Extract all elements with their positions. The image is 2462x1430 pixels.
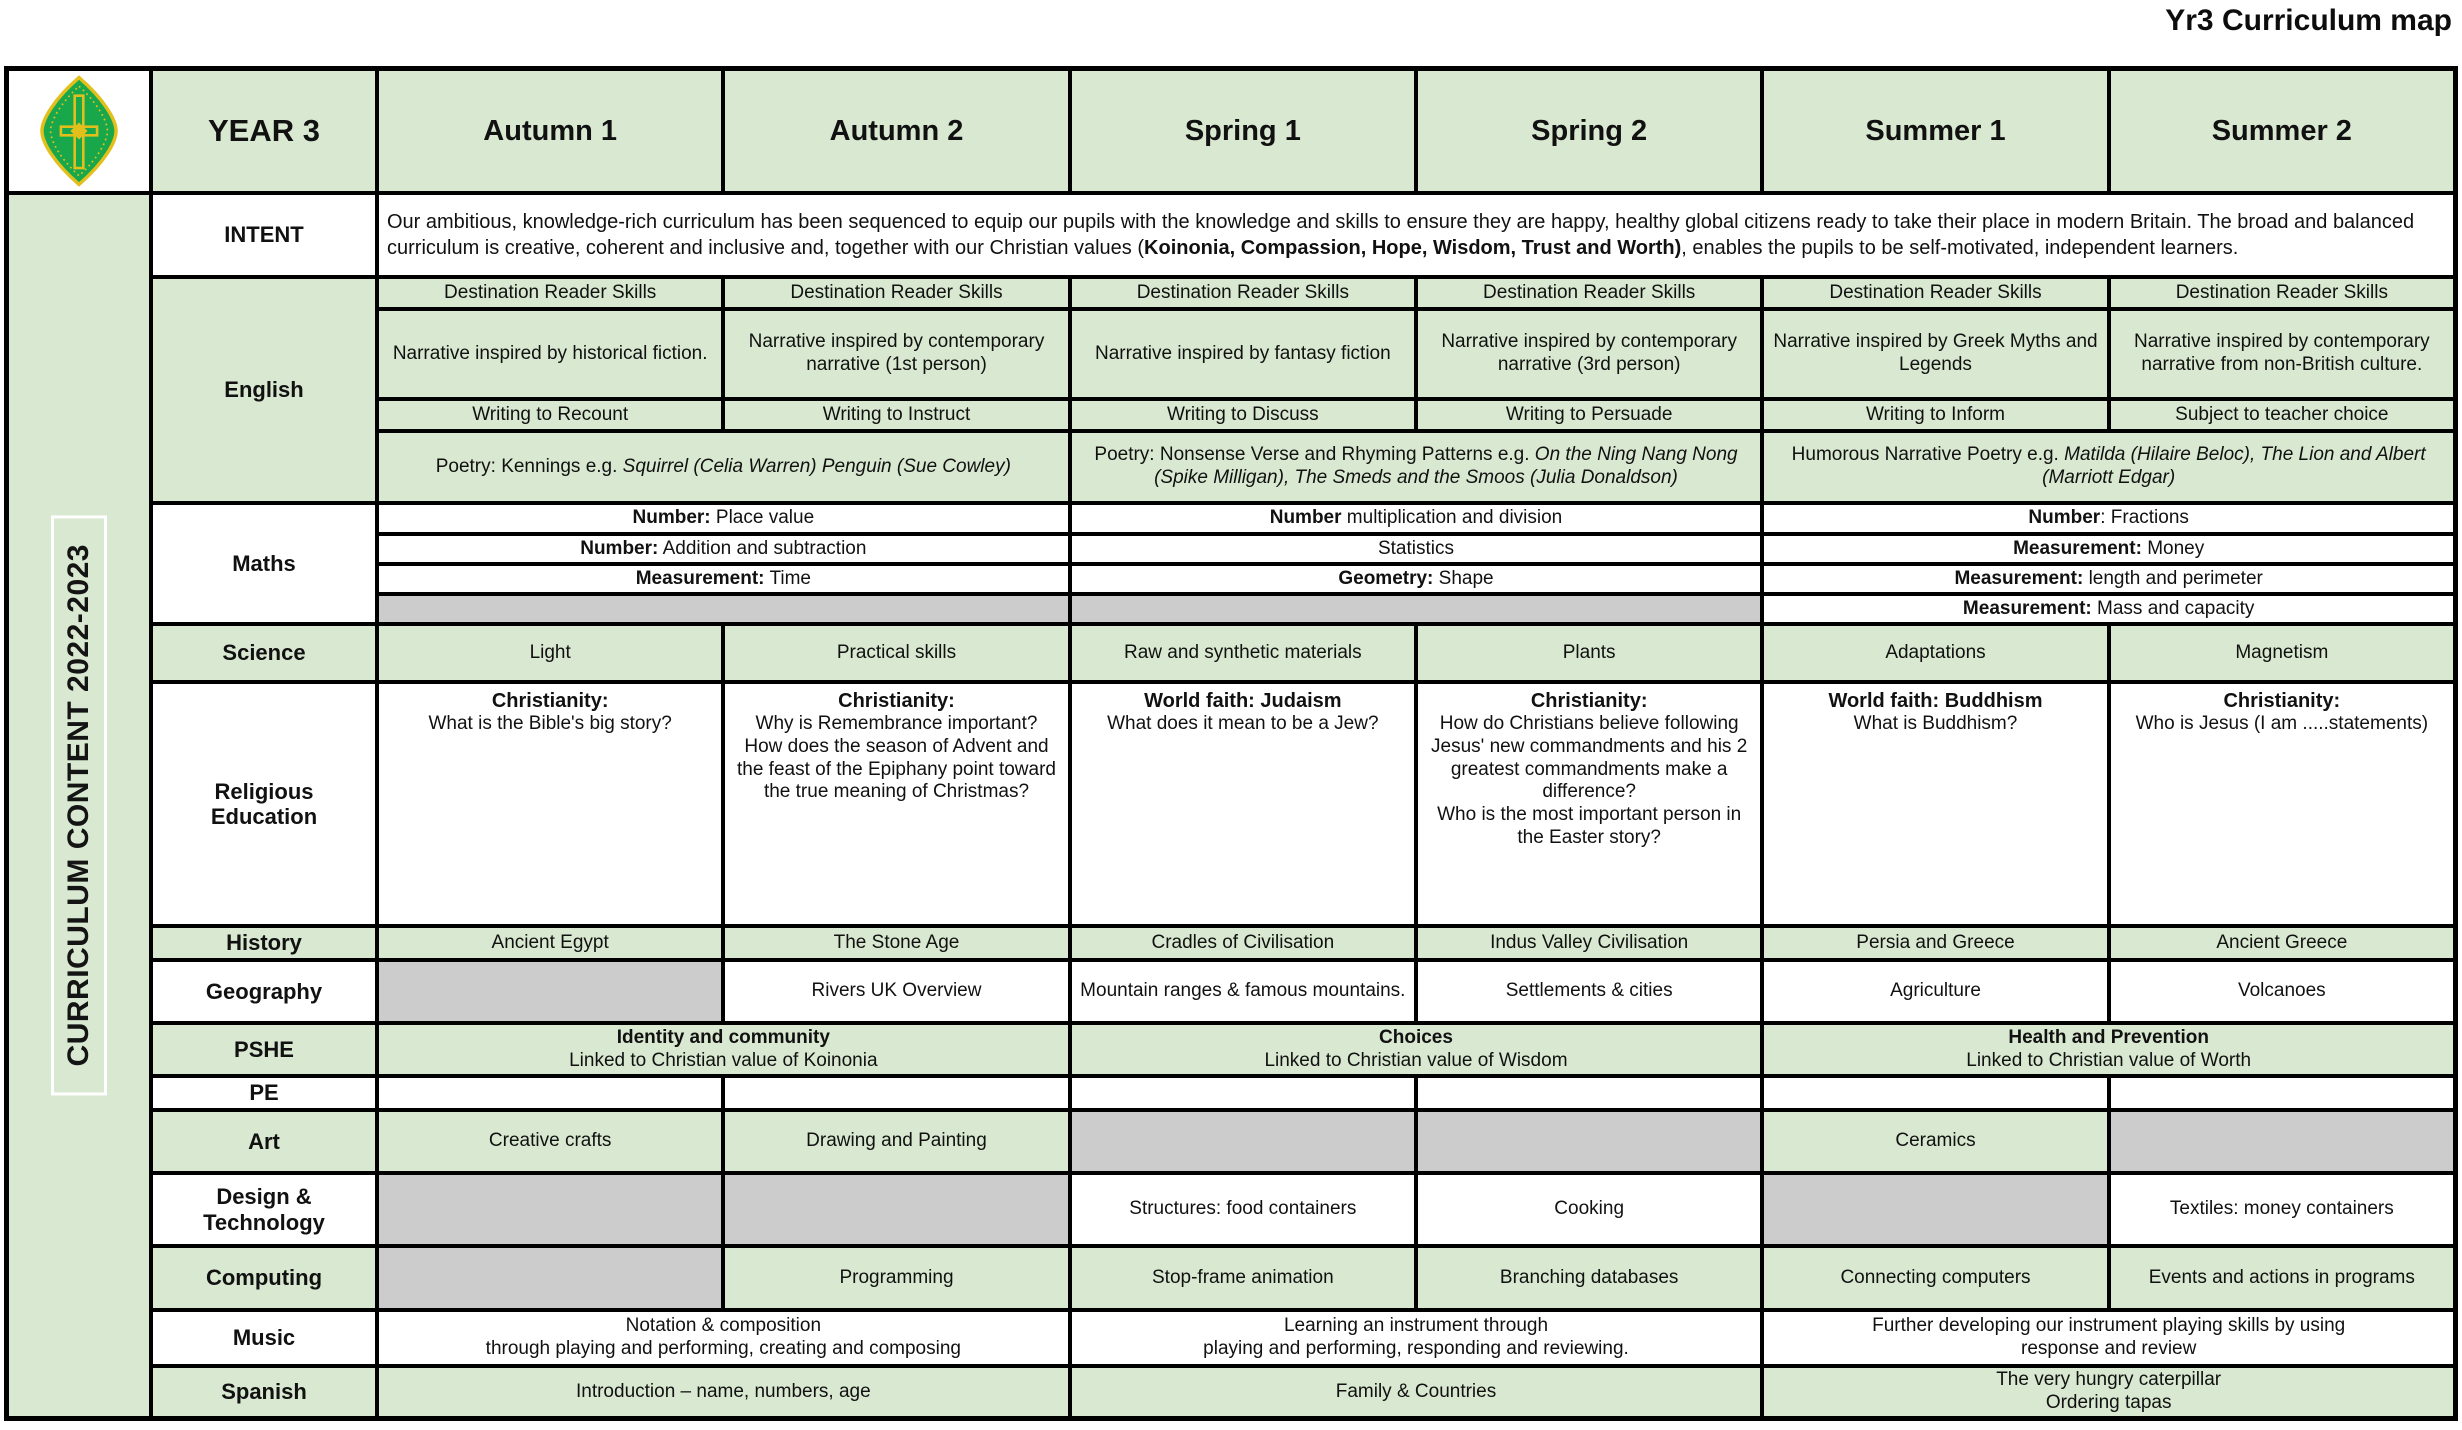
- re-cell: [1072, 684, 1414, 924]
- maths-strand: Measurement:: [635, 567, 765, 589]
- history-cell: Cradles of Civilisation: [1072, 928, 1414, 958]
- sidebar-label: CURRICULUM CONTENT 2022-2023: [51, 515, 107, 1095]
- english-writing-cell: Writing to Inform: [1764, 401, 2106, 429]
- art-empty-cell: [1072, 1112, 1414, 1171]
- music-cell: [1764, 1312, 2453, 1364]
- maths-strand: Measurement:: [2013, 537, 2142, 559]
- subject-label-computing: Computing: [153, 1248, 375, 1308]
- music-cell: [379, 1312, 1068, 1364]
- maths-cell: [1072, 505, 1761, 532]
- intent-text-1: Our ambitious, knowledge-rich curriculum has been sequenced to equip our pupils with the knowledge and skills to ensure they are happy, healthy global citizens ready to take their place in modern Britain. The broad and balanced curriculum is creative, coherent and inclusive and, together with our Christian values (: [387, 210, 2415, 259]
- curriculum-table: [4, 66, 2458, 1421]
- music-line: Notation & composition: [625, 1315, 822, 1337]
- spanish-line: Ordering tapas: [2045, 1392, 2172, 1413]
- re-cell: [1764, 684, 2106, 924]
- dt-cell: Structures: food containers: [1072, 1175, 1414, 1244]
- re-cell: [725, 684, 1067, 924]
- poetry-text: Poetry: Kennings e.g.: [435, 455, 623, 477]
- re-heading: Christianity:: [838, 690, 955, 712]
- intent-statement: [379, 195, 2453, 275]
- computing-cell: Events and actions in programs: [2111, 1248, 2453, 1308]
- geography-cell: Volcanoes: [2111, 962, 2453, 1021]
- pe-empty-cell: [379, 1078, 721, 1108]
- music-cell: [1072, 1312, 1761, 1364]
- science-cell: Raw and synthetic materials: [1072, 626, 1414, 680]
- re-question: How do Christians believe following Jesus' new commandments and his 2 greatest commandments make a difference?: [1431, 713, 1748, 803]
- english-narrative-cell: Narrative inspired by fantasy fiction: [1072, 311, 1414, 397]
- pe-empty-cell: [1764, 1078, 2106, 1108]
- computing-cell: Stop-frame animation: [1072, 1248, 1414, 1308]
- subject-label-religious-education: Religious Education: [153, 684, 375, 924]
- pshe-value-link: Linked to Christian value of Wisdom: [1264, 1049, 1568, 1071]
- subject-label-pe: PE: [153, 1078, 375, 1108]
- spanish-line: Family & Countries: [1335, 1380, 1497, 1402]
- pe-empty-cell: [725, 1078, 1067, 1108]
- pshe-theme: Choices: [1379, 1026, 1453, 1048]
- english-writing-cell: Writing to Discuss: [1072, 401, 1414, 429]
- re-question: How does the season of Advent and the feast of the Epiphany point toward the true meaning of Christmas?: [736, 735, 1056, 803]
- re-heading: Christianity:: [2223, 690, 2341, 712]
- dt-empty-cell: [725, 1175, 1067, 1244]
- re-cell: [379, 684, 721, 924]
- maths-topic: Money: [2141, 537, 2205, 559]
- science-cell: Adaptations: [1764, 626, 2106, 680]
- english-poetry-cell: [1072, 433, 1761, 501]
- subject-label-intent: INTENT: [153, 195, 375, 275]
- maths-topic: : Fractions: [2100, 507, 2189, 529]
- re-cell: [1418, 684, 1760, 924]
- re-heading: Christianity:: [491, 690, 609, 712]
- pe-empty-cell: [2111, 1078, 2453, 1108]
- maths-strand: Geometry:: [1338, 567, 1434, 589]
- re-question: Who is Jesus (I am .....statements): [2135, 713, 2429, 734]
- computing-empty-cell: [379, 1248, 721, 1308]
- page-title: Yr3 Curriculum map: [2165, 4, 2452, 37]
- subject-label-spanish: Spanish: [153, 1368, 375, 1416]
- maths-strand: Number:: [580, 537, 659, 559]
- english-writing-cell: Writing to Recount: [379, 401, 721, 429]
- pe-empty-cell: [1418, 1078, 1760, 1108]
- subject-label-pshe: PSHE: [153, 1025, 375, 1074]
- english-narrative-cell: Narrative inspired by contemporary narrative from non-British culture.: [2111, 311, 2453, 397]
- maths-strand: Measurement:: [1962, 597, 2092, 619]
- re-question: What is the Bible's big story?: [428, 713, 672, 734]
- poetry-titles: Squirrel (Celia Warren) Penguin (Sue Cowley): [622, 455, 1011, 477]
- history-cell: Ancient Egypt: [379, 928, 721, 958]
- re-question: Why is Remembrance important?: [755, 713, 1038, 734]
- music-line: Further developing our instrument playing skills by using: [1872, 1315, 2346, 1337]
- english-reader-skills-cell: Destination Reader Skills: [379, 279, 721, 307]
- english-poetry-cell: [379, 433, 1068, 501]
- maths-cell: [379, 505, 1068, 532]
- subject-label-music: Music: [153, 1312, 375, 1364]
- art-empty-cell: [2111, 1112, 2453, 1171]
- subject-label-english: English: [153, 279, 375, 501]
- dt-empty-cell: [379, 1175, 721, 1244]
- subject-label-geography: Geography: [153, 962, 375, 1021]
- maths-cell: [1764, 566, 2453, 592]
- art-cell: Creative crafts: [379, 1112, 721, 1171]
- music-line: through playing and performing, creating and composing: [485, 1338, 961, 1359]
- history-cell: The Stone Age: [725, 928, 1067, 958]
- header-spring-1: Spring 1: [1072, 71, 1414, 191]
- history-cell: Ancient Greece: [2111, 928, 2453, 958]
- re-question: What does it mean to be a Jew?: [1107, 713, 1379, 734]
- maths-empty-cell: [379, 596, 1068, 622]
- english-writing-cell: Writing to Persuade: [1418, 401, 1760, 429]
- pshe-theme: Identity and community: [616, 1026, 830, 1048]
- english-narrative-cell: Narrative inspired by contemporary narrative (1st person): [725, 311, 1067, 397]
- geography-cell: Mountain ranges & famous mountains.: [1072, 962, 1414, 1021]
- computing-cell: Connecting computers: [1764, 1248, 2106, 1308]
- maths-topic: multiplication and division: [1341, 507, 1563, 529]
- header-summer-2: Summer 2: [2111, 71, 2453, 191]
- maths-cell: [1764, 596, 2453, 622]
- poetry-text: Poetry: Nonsense Verse and Rhyming Patterns e.g.: [1094, 444, 1535, 466]
- english-narrative-cell: Narrative inspired by Greek Myths and Legends: [1764, 311, 2106, 397]
- english-reader-skills-cell: Destination Reader Skills: [1418, 279, 1760, 307]
- english-reader-skills-cell: Destination Reader Skills: [2111, 279, 2453, 307]
- re-heading: World faith: Judaism: [1144, 690, 1342, 712]
- geography-cell: Settlements & cities: [1418, 962, 1760, 1021]
- maths-topic: Mass and capacity: [2091, 597, 2255, 619]
- geography-empty-cell: [379, 962, 721, 1021]
- pe-empty-cell: [1072, 1078, 1414, 1108]
- maths-cell: [379, 536, 1068, 562]
- header-autumn-1: Autumn 1: [379, 71, 721, 191]
- geography-cell: Rivers UK Overview: [725, 962, 1067, 1021]
- maths-topic: Shape: [1433, 567, 1494, 589]
- history-cell: Indus Valley Civilisation: [1418, 928, 1760, 958]
- art-cell: Drawing and Painting: [725, 1112, 1067, 1171]
- subject-label-history: History: [153, 928, 375, 958]
- maths-cell: [379, 566, 1068, 592]
- science-cell: Plants: [1418, 626, 1760, 680]
- header-spring-2: Spring 2: [1418, 71, 1760, 191]
- pshe-theme: Health and Prevention: [2008, 1026, 2209, 1048]
- music-line: response and review: [2021, 1338, 2197, 1359]
- maths-cell: [1072, 536, 1761, 562]
- english-poetry-cell: [1764, 433, 2453, 501]
- science-cell: Practical skills: [725, 626, 1067, 680]
- header-summer-1: Summer 1: [1764, 71, 2106, 191]
- maths-topic: Place value: [710, 507, 815, 529]
- pshe-cell: [1764, 1025, 2453, 1074]
- poetry-titles: On the Ning Nang Nong (Spike Milligan), The Smeds and the Smoos (Julia Donaldson): [1154, 444, 1738, 488]
- maths-strand: Number:: [632, 507, 711, 529]
- re-cell: [2111, 684, 2453, 924]
- re-heading: Christianity:: [1530, 690, 1648, 712]
- poetry-titles: Matilda (Hilaire Beloc), The Lion and Albert (Marriott Edgar): [2042, 444, 2426, 488]
- pshe-cell: [1072, 1025, 1761, 1074]
- maths-cell: [1072, 566, 1761, 592]
- dt-cell: Textiles: money containers: [2111, 1175, 2453, 1244]
- maths-strand: Number: [2028, 507, 2101, 529]
- re-question: Who is the most important person in the Easter story?: [1437, 804, 1742, 848]
- maths-cell: [1764, 505, 2453, 532]
- english-reader-skills-cell: Destination Reader Skills: [725, 279, 1067, 307]
- header-year: YEAR 3: [153, 71, 375, 191]
- music-line: playing and performing, responding and reviewing.: [1203, 1338, 1629, 1359]
- art-cell: Ceramics: [1764, 1112, 2106, 1171]
- english-writing-cell: Writing to Instruct: [725, 401, 1067, 429]
- computing-cell: Branching databases: [1418, 1248, 1760, 1308]
- geography-cell: Agriculture: [1764, 962, 2106, 1021]
- spanish-line: The very hungry caterpillar: [1996, 1369, 2222, 1391]
- intent-values-bold: Koinonia, Compassion, Hope, Wisdom, Trust and Worth): [1144, 237, 1682, 259]
- intent-text-2: , enables the pupils to be self-motivated, independent learners.: [1681, 237, 2239, 259]
- dt-cell: Cooking: [1418, 1175, 1760, 1244]
- subject-label-art: Art: [153, 1112, 375, 1171]
- pshe-cell: [379, 1025, 1068, 1074]
- english-narrative-cell: Narrative inspired by historical fiction.: [379, 311, 721, 397]
- dt-empty-cell: [1764, 1175, 2106, 1244]
- subject-label-design-technology: Design & Technology: [153, 1175, 375, 1244]
- maths-topic: Time: [764, 567, 811, 589]
- science-cell: Magnetism: [2111, 626, 2453, 680]
- school-logo-cell: [9, 71, 149, 191]
- maths-empty-cell: [1072, 596, 1761, 622]
- spanish-line: Introduction – name, numbers, age: [575, 1380, 871, 1402]
- maths-cell: [1764, 536, 2453, 562]
- maths-topic: length and perimeter: [2083, 567, 2263, 589]
- pshe-value-link: Linked to Christian value of Koinonia: [569, 1049, 878, 1071]
- english-reader-skills-cell: Destination Reader Skills: [1072, 279, 1414, 307]
- maths-strand: Number: [1269, 507, 1342, 529]
- spanish-cell: [1764, 1368, 2453, 1416]
- subject-label-science: Science: [153, 626, 375, 680]
- music-line: Learning an instrument through: [1283, 1315, 1549, 1337]
- spanish-cell: [379, 1368, 1068, 1416]
- maths-strand: Measurement:: [1954, 567, 2084, 589]
- english-writing-cell: Subject to teacher choice: [2111, 401, 2453, 429]
- art-empty-cell: [1418, 1112, 1760, 1171]
- computing-cell: Programming: [725, 1248, 1067, 1308]
- english-narrative-cell: Narrative inspired by contemporary narrative (3rd person): [1418, 311, 1760, 397]
- subject-label-maths: Maths: [153, 505, 375, 622]
- school-crest-icon: [33, 75, 125, 187]
- science-cell: Light: [379, 626, 721, 680]
- re-question: What is Buddhism?: [1853, 713, 2018, 734]
- pshe-value-link: Linked to Christian value of Worth: [1966, 1049, 2252, 1071]
- header-autumn-2: Autumn 2: [725, 71, 1067, 191]
- poetry-text: Humorous Narrative Poetry e.g.: [1791, 444, 2065, 466]
- maths-topic: Addition and subtraction: [658, 537, 867, 559]
- history-cell: Persia and Greece: [1764, 928, 2106, 958]
- sidebar-curriculum-content: [9, 195, 149, 1416]
- re-heading: World faith: Buddhism: [1828, 690, 2043, 712]
- maths-topic: Statistics: [1377, 537, 1454, 559]
- english-reader-skills-cell: Destination Reader Skills: [1764, 279, 2106, 307]
- spanish-cell: [1072, 1368, 1761, 1416]
